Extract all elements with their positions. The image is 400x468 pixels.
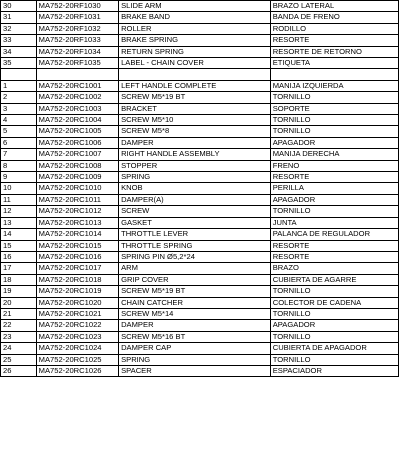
description-es-cell: APAGADOR — [270, 320, 398, 331]
item-number-cell: 7 — [1, 149, 37, 160]
description-es-cell: RODILLO — [270, 23, 398, 34]
item-number-cell: 16 — [1, 251, 37, 262]
table-row — [1, 274, 399, 285]
item-number-cell: 11 — [1, 194, 37, 205]
description-es-cell: ETIQUETA — [270, 58, 398, 69]
part-number-cell: MA752-20RC1009 — [36, 172, 118, 183]
description-es-cell: TORNILLO — [270, 92, 398, 103]
description-en-cell: STOPPER — [119, 160, 271, 171]
table-row — [1, 206, 399, 217]
table-row — [1, 103, 399, 114]
description-es-cell: BRAZO — [270, 263, 398, 274]
description-en-cell: THROTTLE SPRING — [119, 240, 271, 251]
part-number-cell: MA752-20RC1024 — [36, 343, 118, 354]
description-en-cell: ROLLER — [119, 23, 271, 34]
item-number-cell: 19 — [1, 286, 37, 297]
table-row — [1, 1, 399, 12]
part-number-cell: MA752-20RC1016 — [36, 251, 118, 262]
table-row — [1, 217, 399, 228]
description-es-cell: COLECTOR DE CADENA — [270, 297, 398, 308]
part-number-cell: MA752-20RF1031 — [36, 12, 118, 23]
table-row — [1, 286, 399, 297]
item-number-cell: 35 — [1, 58, 37, 69]
part-number-cell: MA752-20RC1002 — [36, 92, 118, 103]
table-row — [1, 12, 399, 23]
part-number-cell: MA752-20RF1030 — [36, 1, 118, 12]
table-row — [1, 126, 399, 137]
part-number-cell: MA752-20RC1017 — [36, 263, 118, 274]
table-row — [1, 23, 399, 34]
description-en-cell: CHAIN CATCHER — [119, 297, 271, 308]
description-en-cell: SCREW M5*19 BT — [119, 286, 271, 297]
description-es-cell: RESORTE — [270, 172, 398, 183]
part-number-cell: MA752-20RC1012 — [36, 206, 118, 217]
part-number-cell: MA752-20RF1033 — [36, 35, 118, 46]
item-number-cell: 32 — [1, 23, 37, 34]
item-number-cell: 10 — [1, 183, 37, 194]
description-es-cell: TORNILLO — [270, 115, 398, 126]
table-row — [1, 69, 399, 80]
description-en-cell: SLIDE ARM — [119, 1, 271, 12]
part-number-cell: MA752-20RC1023 — [36, 331, 118, 342]
table-row — [1, 251, 399, 262]
part-number-cell: MA752-20RC1006 — [36, 137, 118, 148]
item-number-cell: 14 — [1, 229, 37, 240]
item-number-cell: 25 — [1, 354, 37, 365]
description-es-cell: PERILLA — [270, 183, 398, 194]
item-number-cell: 20 — [1, 297, 37, 308]
table-row — [1, 137, 399, 148]
part-number-cell: MA752-20RC1019 — [36, 286, 118, 297]
description-en-cell: KNOB — [119, 183, 271, 194]
description-en-cell: RIGHT HANDLE ASSEMBLY — [119, 149, 271, 160]
item-number-cell: 13 — [1, 217, 37, 228]
table-row — [1, 240, 399, 251]
part-number-cell: MA752-20RC1004 — [36, 115, 118, 126]
item-number-cell: 5 — [1, 126, 37, 137]
description-es-cell: APAGADOR — [270, 137, 398, 148]
description-es-cell: RESORTE — [270, 251, 398, 262]
item-number-cell: 12 — [1, 206, 37, 217]
description-es-cell: CUBIERTA DE AGARRE — [270, 274, 398, 285]
item-number-cell: 21 — [1, 308, 37, 319]
description-es-cell: BANDA DE FRENO — [270, 12, 398, 23]
part-number-cell: MA752-20RC1011 — [36, 194, 118, 205]
description-es-cell: RESORTE DE RETORNO — [270, 46, 398, 57]
item-number-cell: 24 — [1, 343, 37, 354]
description-es-cell: PALANCA DE REGULADOR — [270, 229, 398, 240]
table-row — [1, 149, 399, 160]
description-en-cell: DAMPER CAP — [119, 343, 271, 354]
table-row — [1, 92, 399, 103]
description-es-cell: FRENO — [270, 160, 398, 171]
part-number-cell: MA752-20RC1008 — [36, 160, 118, 171]
item-number-cell: 18 — [1, 274, 37, 285]
description-en-cell: SCREW M5*16 BT — [119, 331, 271, 342]
table-row — [1, 160, 399, 171]
item-number-cell: 15 — [1, 240, 37, 251]
description-en-cell: LABEL - CHAIN COVER — [119, 58, 271, 69]
part-number-cell: MA752-20RC1001 — [36, 80, 118, 91]
part-number-cell: MA752-20RF1034 — [36, 46, 118, 57]
table-row — [1, 354, 399, 365]
description-en-cell: SPRING — [119, 354, 271, 365]
item-number-cell: 23 — [1, 331, 37, 342]
description-en-cell: DAMPER — [119, 137, 271, 148]
table-row — [1, 80, 399, 91]
description-es-cell — [270, 69, 398, 80]
description-es-cell: RESORTE — [270, 35, 398, 46]
description-es-cell: APAGADOR — [270, 194, 398, 205]
item-number-cell: 8 — [1, 160, 37, 171]
item-number-cell: 6 — [1, 137, 37, 148]
item-number-cell: 34 — [1, 46, 37, 57]
description-en-cell: BRACKET — [119, 103, 271, 114]
table-row — [1, 365, 399, 376]
item-number-cell: 22 — [1, 320, 37, 331]
description-en-cell: BRAKE SPRING — [119, 35, 271, 46]
description-en-cell: DAMPER — [119, 320, 271, 331]
part-number-cell: MA752-20RC1007 — [36, 149, 118, 160]
description-es-cell: JUNTA — [270, 217, 398, 228]
part-number-cell: MA752-20RF1035 — [36, 58, 118, 69]
part-number-cell: MA752-20RC1018 — [36, 274, 118, 285]
description-en-cell: BRAKE BAND — [119, 12, 271, 23]
item-number-cell: 33 — [1, 35, 37, 46]
item-number-cell: 9 — [1, 172, 37, 183]
item-number-cell: 26 — [1, 365, 37, 376]
description-en-cell: SCREW M5*8 — [119, 126, 271, 137]
table-row — [1, 115, 399, 126]
table-row — [1, 331, 399, 342]
description-en-cell: DAMPER(A) — [119, 194, 271, 205]
description-es-cell: TORNILLO — [270, 331, 398, 342]
table-row — [1, 343, 399, 354]
description-en-cell: SCREW M5*19 BT — [119, 92, 271, 103]
part-number-cell: MA752-20RC1026 — [36, 365, 118, 376]
part-number-cell: MA752-20RC1021 — [36, 308, 118, 319]
item-number-cell: 2 — [1, 92, 37, 103]
description-es-cell: SOPORTE — [270, 103, 398, 114]
description-es-cell: TORNILLO — [270, 286, 398, 297]
description-es-cell: CUBIERTA DE APAGADOR — [270, 343, 398, 354]
table-row — [1, 194, 399, 205]
table-row — [1, 46, 399, 57]
item-number-cell: 17 — [1, 263, 37, 274]
item-number-cell: 4 — [1, 115, 37, 126]
description-en-cell: GRIP COVER — [119, 274, 271, 285]
part-number-cell — [36, 69, 118, 80]
description-en-cell: ARM — [119, 263, 271, 274]
part-number-cell: MA752-20RC1022 — [36, 320, 118, 331]
table-row — [1, 320, 399, 331]
description-en-cell: GASKET — [119, 217, 271, 228]
description-en-cell — [119, 69, 271, 80]
description-en-cell: RETURN SPRING — [119, 46, 271, 57]
table-row — [1, 263, 399, 274]
description-en-cell: SPRING PIN Ø5,2*24 — [119, 251, 271, 262]
item-number-cell: 31 — [1, 12, 37, 23]
table-row — [1, 172, 399, 183]
table-row — [1, 297, 399, 308]
description-es-cell: RESORTE — [270, 240, 398, 251]
part-number-cell: MA752-20RF1032 — [36, 23, 118, 34]
description-es-cell: TORNILLO — [270, 126, 398, 137]
item-number-cell: 30 — [1, 1, 37, 12]
item-number-cell — [1, 69, 37, 80]
part-number-cell: MA752-20RC1025 — [36, 354, 118, 365]
part-number-cell: MA752-20RC1003 — [36, 103, 118, 114]
description-es-cell: BRAZO LATERAL — [270, 1, 398, 12]
part-number-cell: MA752-20RC1005 — [36, 126, 118, 137]
description-en-cell: SCREW M5*10 — [119, 115, 271, 126]
table-row — [1, 183, 399, 194]
description-en-cell: LEFT HANDLE COMPLETE — [119, 80, 271, 91]
table-row — [1, 35, 399, 46]
part-number-cell: MA752-20RC1013 — [36, 217, 118, 228]
description-es-cell: TORNILLO — [270, 354, 398, 365]
part-number-cell: MA752-20RC1020 — [36, 297, 118, 308]
description-en-cell: SCREW M5*14 — [119, 308, 271, 319]
part-number-cell: MA752-20RC1015 — [36, 240, 118, 251]
description-es-cell: ESPACIADOR — [270, 365, 398, 376]
description-es-cell: TORNILLO — [270, 206, 398, 217]
description-es-cell: MANIJA IZQUIERDA — [270, 80, 398, 91]
part-number-cell: MA752-20RC1010 — [36, 183, 118, 194]
description-en-cell: THROTTLE LEVER — [119, 229, 271, 240]
description-es-cell: TORNILLO — [270, 308, 398, 319]
table-row — [1, 229, 399, 240]
item-number-cell: 3 — [1, 103, 37, 114]
table-row — [1, 58, 399, 69]
description-en-cell: SCREW — [119, 206, 271, 217]
description-es-cell: MANIJA DERECHA — [270, 149, 398, 160]
description-en-cell: SPRING — [119, 172, 271, 183]
item-number-cell: 1 — [1, 80, 37, 91]
table-row — [1, 308, 399, 319]
part-number-cell: MA752-20RC1014 — [36, 229, 118, 240]
description-en-cell: SPACER — [119, 365, 271, 376]
